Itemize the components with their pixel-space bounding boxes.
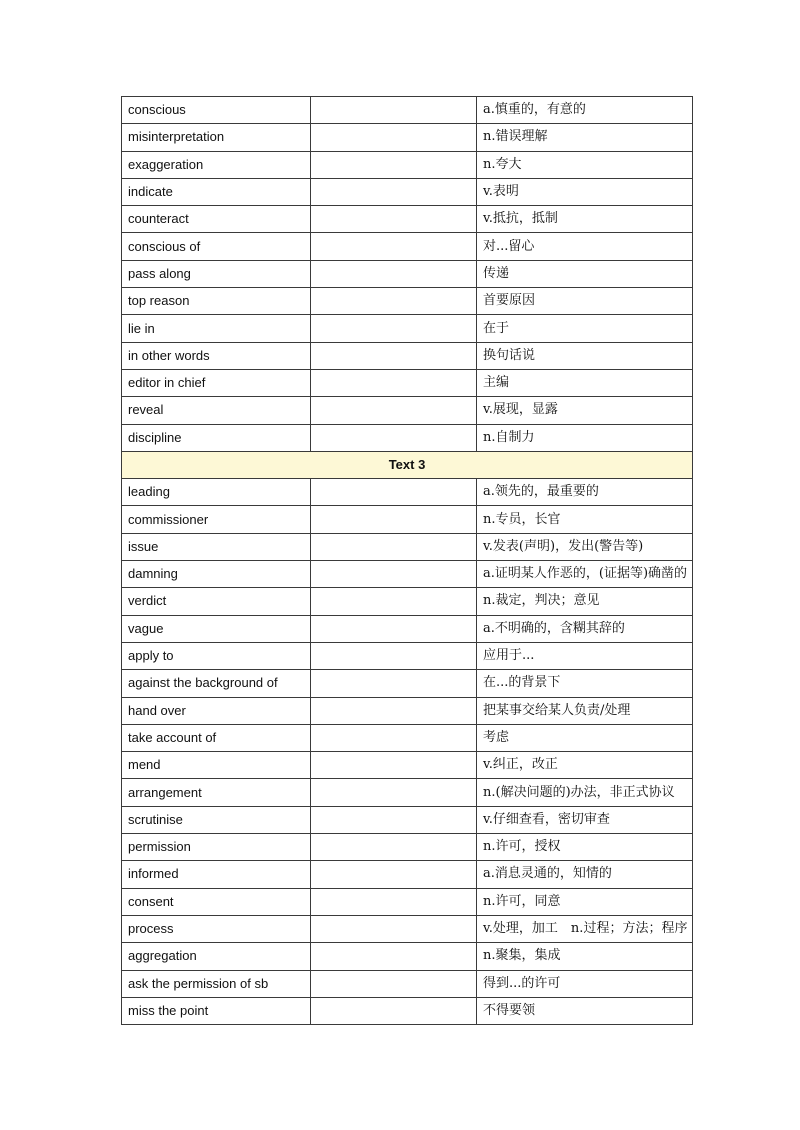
vocab-meaning-cell: 对...留心	[477, 233, 693, 260]
vocab-row	[122, 806, 693, 833]
vocab-blank-cell	[311, 260, 477, 287]
vocab-row	[122, 697, 693, 724]
vocab-row	[122, 342, 693, 369]
vocab-row	[122, 369, 693, 396]
vocab-row	[122, 888, 693, 915]
vocab-blank-cell	[311, 151, 477, 178]
vocab-blank-cell	[311, 861, 477, 888]
vocab-blank-cell	[311, 124, 477, 151]
vocab-blank-cell	[311, 997, 477, 1024]
vocab-blank-cell	[311, 233, 477, 260]
vocab-word-cell: verdict	[122, 588, 311, 615]
vocab-blank-cell	[311, 315, 477, 342]
vocab-meaning-cell: n.(解决问题的)办法，非正式协议	[477, 779, 693, 806]
vocab-word-cell: consent	[122, 888, 311, 915]
vocab-row	[122, 997, 693, 1024]
vocab-word-cell: commissioner	[122, 506, 311, 533]
vocab-blank-cell	[311, 915, 477, 942]
vocab-row	[122, 479, 693, 506]
vocab-word-cell: informed	[122, 861, 311, 888]
vocab-meaning-cell: 在...的背景下	[477, 670, 693, 697]
vocab-word-cell: process	[122, 915, 311, 942]
vocab-word-cell: counteract	[122, 206, 311, 233]
vocab-meaning-cell: n.聚集，集成	[477, 943, 693, 970]
vocab-blank-cell	[311, 724, 477, 751]
vocab-meaning-cell: n.许可，授权	[477, 834, 693, 861]
vocab-row	[122, 970, 693, 997]
vocab-row	[122, 724, 693, 751]
vocab-word-cell: reveal	[122, 397, 311, 424]
vocab-meaning-cell: a.消息灵通的，知情的	[477, 861, 693, 888]
vocab-word-cell: conscious	[122, 97, 311, 124]
vocab-word-cell: permission	[122, 834, 311, 861]
vocab-word-cell: issue	[122, 533, 311, 560]
vocab-blank-cell	[311, 369, 477, 396]
vocab-blank-cell	[311, 806, 477, 833]
vocab-row	[122, 861, 693, 888]
vocabulary-table	[121, 96, 693, 1025]
vocab-word-cell: vague	[122, 615, 311, 642]
vocab-blank-cell	[311, 588, 477, 615]
vocab-blank-cell	[311, 288, 477, 315]
vocab-row	[122, 315, 693, 342]
vocab-meaning-cell: 换句话说	[477, 342, 693, 369]
section-title: Text 3	[122, 451, 693, 478]
vocab-word-cell: discipline	[122, 424, 311, 451]
vocab-word-cell: against the background of	[122, 670, 311, 697]
vocab-meaning-cell: v.纠正，改正	[477, 752, 693, 779]
vocab-blank-cell	[311, 424, 477, 451]
vocabulary-table-body	[122, 97, 693, 1025]
vocab-blank-cell	[311, 506, 477, 533]
vocab-row	[122, 561, 693, 588]
vocab-row	[122, 670, 693, 697]
vocab-blank-cell	[311, 533, 477, 560]
vocab-row	[122, 943, 693, 970]
vocab-word-cell: indicate	[122, 178, 311, 205]
vocab-word-cell: misinterpretation	[122, 124, 311, 151]
vocab-meaning-cell: v.表明	[477, 178, 693, 205]
vocab-word-cell: conscious of	[122, 233, 311, 260]
vocab-meaning-cell: a.领先的，最重要的	[477, 479, 693, 506]
vocab-meaning-cell: 应用于...	[477, 642, 693, 669]
vocab-word-cell: hand over	[122, 697, 311, 724]
vocab-row	[122, 151, 693, 178]
vocab-meaning-cell: v.仔细查看，密切审查	[477, 806, 693, 833]
vocab-blank-cell	[311, 943, 477, 970]
vocab-row	[122, 834, 693, 861]
vocab-meaning-cell: 首要原因	[477, 288, 693, 315]
vocab-row	[122, 260, 693, 287]
vocab-meaning-cell: a.慎重的，有意的	[477, 97, 693, 124]
vocab-blank-cell	[311, 697, 477, 724]
vocab-word-cell: lie in	[122, 315, 311, 342]
vocab-blank-cell	[311, 779, 477, 806]
vocab-row	[122, 533, 693, 560]
vocab-blank-cell	[311, 888, 477, 915]
vocab-row	[122, 178, 693, 205]
vocab-blank-cell	[311, 178, 477, 205]
vocab-row	[122, 506, 693, 533]
vocab-blank-cell	[311, 97, 477, 124]
vocab-meaning-cell: 得到...的许可	[477, 970, 693, 997]
vocab-word-cell: aggregation	[122, 943, 311, 970]
vocab-row	[122, 615, 693, 642]
vocab-word-cell: editor in chief	[122, 369, 311, 396]
vocab-row	[122, 642, 693, 669]
vocab-meaning-cell: n.许可，同意	[477, 888, 693, 915]
vocab-blank-cell	[311, 642, 477, 669]
vocab-row	[122, 124, 693, 151]
vocab-meaning-cell: a.证明某人作恶的，(证据等)确凿的	[477, 561, 693, 588]
vocab-blank-cell	[311, 670, 477, 697]
vocab-blank-cell	[311, 615, 477, 642]
vocab-meaning-cell: n.自制力	[477, 424, 693, 451]
vocab-row	[122, 233, 693, 260]
vocab-word-cell: in other words	[122, 342, 311, 369]
vocab-blank-cell	[311, 970, 477, 997]
vocab-row	[122, 97, 693, 124]
vocab-row	[122, 424, 693, 451]
vocab-row	[122, 397, 693, 424]
vocab-meaning-cell: n.夸大	[477, 151, 693, 178]
vocab-word-cell: arrangement	[122, 779, 311, 806]
vocab-word-cell: leading	[122, 479, 311, 506]
vocab-blank-cell	[311, 479, 477, 506]
vocab-word-cell: apply to	[122, 642, 311, 669]
vocab-word-cell: mend	[122, 752, 311, 779]
vocab-blank-cell	[311, 206, 477, 233]
vocab-meaning-cell: 考虑	[477, 724, 693, 751]
vocab-word-cell: take account of	[122, 724, 311, 751]
section-header-row	[122, 451, 693, 478]
vocab-word-cell: top reason	[122, 288, 311, 315]
vocab-meaning-cell: 不得要领	[477, 997, 693, 1024]
vocab-row	[122, 206, 693, 233]
vocab-meaning-cell: 主编	[477, 369, 693, 396]
vocab-meaning-cell: n.错误理解	[477, 124, 693, 151]
vocab-row	[122, 588, 693, 615]
vocab-word-cell: ask the permission of sb	[122, 970, 311, 997]
vocab-blank-cell	[311, 397, 477, 424]
vocab-word-cell: pass along	[122, 260, 311, 287]
vocab-meaning-cell: 在于	[477, 315, 693, 342]
vocab-meaning-cell: 把某事交给某人负责/处理	[477, 697, 693, 724]
vocab-meaning-cell: v.展现，显露	[477, 397, 693, 424]
vocab-meaning-cell: v.处理，加工 n.过程；方法；程序	[477, 915, 693, 942]
vocab-word-cell: miss the point	[122, 997, 311, 1024]
vocab-word-cell: damning	[122, 561, 311, 588]
vocab-row	[122, 752, 693, 779]
vocab-meaning-cell: v.发表(声明)，发出(警告等)	[477, 533, 693, 560]
vocab-blank-cell	[311, 561, 477, 588]
vocab-word-cell: scrutinise	[122, 806, 311, 833]
vocab-blank-cell	[311, 834, 477, 861]
vocab-blank-cell	[311, 342, 477, 369]
vocab-meaning-cell: a.不明确的，含糊其辞的	[477, 615, 693, 642]
vocab-row	[122, 779, 693, 806]
vocab-meaning-cell: 传递	[477, 260, 693, 287]
vocab-blank-cell	[311, 752, 477, 779]
vocab-row	[122, 915, 693, 942]
vocab-meaning-cell: n.裁定，判决；意见	[477, 588, 693, 615]
vocab-meaning-cell: n.专员，长官	[477, 506, 693, 533]
vocab-meaning-cell: v.抵抗，抵制	[477, 206, 693, 233]
vocab-word-cell: exaggeration	[122, 151, 311, 178]
vocab-row	[122, 288, 693, 315]
